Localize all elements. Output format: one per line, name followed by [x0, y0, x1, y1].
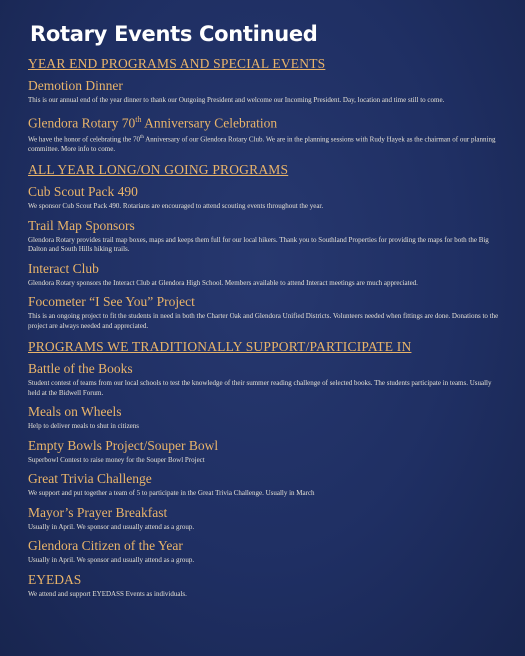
event-description: We support and put together a team of 5 to participate in the Great Trivia Challenge. Usually in March	[28, 489, 315, 498]
event-description: We sponsor Cub Scout Pack 490. Rotarians are encouraged to attend scouting events throughout the year.	[28, 202, 324, 211]
event-title: Trail Map Sponsors	[28, 217, 135, 233]
section-heading: YEAR END PROGRAMS AND SPECIAL EVENTS	[28, 56, 326, 71]
event-description: We attend and support EYEDASS Events as individuals.	[28, 589, 187, 598]
event-battle-of-books	[28, 361, 503, 398]
event-title: Meals on Wheels	[28, 404, 122, 420]
event-description: Usually in April. We sponsor and usually attend as a group.	[28, 522, 195, 531]
section-year-end	[28, 56, 503, 154]
event-title: Glendora Citizen of the Year	[28, 538, 183, 554]
event-title: Glendora Rotary 70th Anniversary Celebration	[28, 114, 278, 130]
event-description: Student contest of teams from our local schools to test the knowledge of their summer reading challenge of selected books. The students participate in teams. Usually held at the Bidwell Forum.	[28, 379, 492, 397]
event-title: Demotion Dinner	[28, 78, 123, 93]
event-70th-anniversary	[28, 112, 503, 155]
event-title: Battle of the Books	[28, 361, 133, 377]
event-interact-club	[28, 261, 503, 289]
event-description: This is an ongoing project to fit the students in need in both the Charter Oak and Glendora Unified Districts. Volunteers needed when fittings are done. Donations to the project are always needed and appreciated.	[28, 312, 499, 330]
event-description: Glendora Rotary provides trail map boxes, maps and keeps them full for our local hikers. Thank you to Southland Properties for providing the maps for both the Big Dalton and South Hills hiking trails.	[28, 235, 489, 254]
event-focometer	[28, 294, 503, 331]
event-empty-bowls	[28, 438, 503, 466]
event-description: We have the honor of celebrating the 70th Anniversary of our Glendora Rotary Club. We are in the planning sessions with Rudy Hayek as the chairman of our planning committee. More info to come.	[28, 135, 496, 153]
event-description: Help to deliver meals to shut in citizens	[28, 422, 140, 431]
event-demotion-dinner	[28, 78, 503, 106]
event-description: Usually in April. We sponsor and usually attend as a group.	[28, 556, 195, 565]
event-title: Interact Club	[28, 260, 99, 276]
section-all-year	[28, 162, 503, 331]
page-title: Rotary Events Continued	[30, 22, 318, 46]
event-cub-scout	[28, 184, 503, 212]
event-citizen-of-year	[28, 538, 503, 566]
event-trivia-challenge	[28, 471, 503, 499]
event-description: Glendora Rotary sponsors the Interact Club at Glendora High School. Members available to attend Interact meetings are much appreciated.	[28, 278, 418, 287]
event-description: Superbowl Contest to raise money for the Souper Bowl Project	[28, 455, 205, 464]
event-meals-on-wheels	[28, 404, 503, 432]
event-trail-map	[28, 218, 503, 255]
event-eyedas	[28, 572, 503, 600]
event-prayer-breakfast	[28, 505, 503, 533]
event-title: Great Trivia Challenge	[28, 471, 152, 487]
event-title: Cub Scout Pack 490	[28, 184, 138, 200]
event-title: Focometer “I See You” Project	[28, 294, 195, 310]
event-title: Empty Bowls Project/Souper Bowl	[28, 437, 219, 453]
section-heading: PROGRAMS WE TRADITIONALLY SUPPORT/PARTICIPATE IN	[28, 339, 412, 355]
section-heading: ALL YEAR LONG/ON GOING PROGRAMS	[28, 162, 289, 178]
section-traditional	[28, 339, 503, 599]
event-title: EYEDAS	[28, 571, 82, 587]
event-title: Mayor’s Prayer Breakfast	[28, 504, 168, 520]
event-description: This is our annual end of the year dinner to thank our Outgoing President and welcome our Incoming President. Day, location and time still to come.	[28, 96, 445, 104]
